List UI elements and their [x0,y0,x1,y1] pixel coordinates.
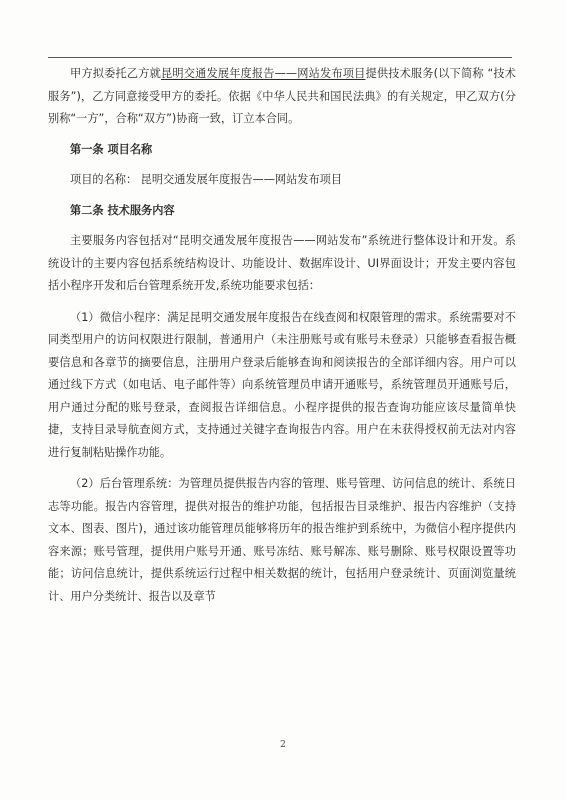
intro-paragraph [48,63,516,131]
page-number: 2 [280,740,286,750]
article-2-item-2: （2）后台管理系统：为管理员提供报告内容的管理、账号管理、访问信息的统计、系统日志等功能。报告内容管理，提供对报告的维护功能，包括报告目录维护、报告内容维护（支持文本、图表、图片)，通过该功能管理员能够将历年的报告维护到系统中，为微信小程序提供内容来源；账号管理，提供用户账号开通、账号冻结、账号解冻、账号删除、账号权限设置等功能；访问信息统计，提供系统运行过程中相关数据的统计，包括用户登录统计、页面浏览量统计、用户分类统计、报告以及章节 [48,477,516,603]
intro-pre: 甲方拟委托乙方就 [70,67,161,80]
article-2-heading: 第二条 技术服务内容 [70,203,175,217]
article-1-heading: 第一条 项目名称 [70,142,153,156]
article-2-item-1: （1）微信小程序：满足昆明交通发展年度报告在线查阅和权限管理的需求。系统需要对不同类型用户的访问权限进行限制，普通用户（未注册账号或有账号未登录）只能够查看报告概要信息和各章节的摘要信息，注册用户登录后能够查询和阅读报告的全部详细内容。用户可以通过线下方式（如电话、电子邮件等）向系统管理员申请开通账号，系统管理员开通账号后，用户通过分配的账号登录，查阅报告详细信息。小程序提供的报告查询功能应该尽量简单快捷，支持目录导航查阅方式，支持通过关键字查询报告内容。用户在未获得授权前无法对内容进行复制粘贴操作功能。 [48,310,516,459]
document-body [48,63,516,608]
article-1-body: 项目的名称： 昆明交通发展年度报告——网站发布项目 [70,173,343,186]
header-rule [48,57,512,58]
article-2-intro: 主要服务内容包括对“昆明交通发展年度报告——网站发布”系统进行整体设计和开发。系统设计的主要内容包括系统结构设计、功能设计、数据库设计、UI界面设计；开发主要内容包括小程序开发和后台管理系统开发,系统功能要求包括： [48,234,516,292]
intro-post: 提供技术服务(以下简称 “技术服务”)，乙方同意接受甲方的委托。依据《中华人民共和国民法典》的有关规定，甲乙双方(分别称“一方”，合称“双方”)协商一致，订立本合同。 [48,67,516,125]
intro-project-name: 昆明交通发展年度报告——网站发布项目 [160,67,366,80]
